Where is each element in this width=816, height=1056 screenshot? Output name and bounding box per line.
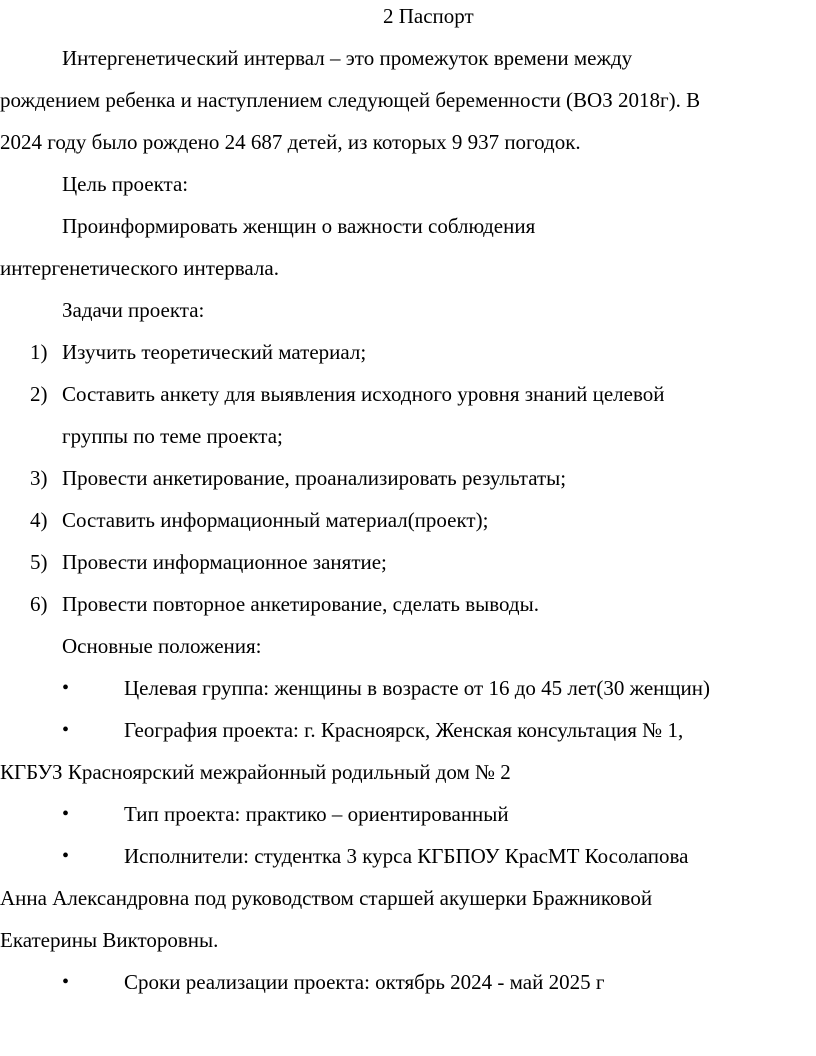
intro-line: рождением ребенка и наступлением следующей беременности (ВОЗ 2018г). В: [0, 88, 701, 112]
task-number: 2): [30, 382, 48, 406]
intro-line: 2024 году было рождено 24 687 детей, из которых 9 937 погодок.: [0, 130, 581, 154]
goal-text: интергенетического интервала.: [0, 256, 279, 280]
provision-item: Исполнители: студентка 3 курса КГБПОУ КрасМТ Косолапова: [124, 844, 689, 868]
provision-item-continuation: КГБУЗ Красноярский межрайонный родильный дом № 2: [0, 760, 511, 784]
provisions-label: Основные положения:: [62, 634, 262, 658]
page-heading: 2 Паспорт: [383, 4, 474, 28]
intro-line: Интергенетический интервал – это промежуток времени между: [62, 46, 633, 70]
task-number: 1): [30, 340, 48, 364]
bullet-marker: •: [62, 719, 70, 741]
provision-item: Целевая группа: женщины в возрасте от 16 до 45 лет(30 женщин): [124, 676, 711, 700]
task-item-continuation: группы по теме проекта;: [62, 424, 283, 448]
provision-item: Сроки реализации проекта: октябрь 2024 - май 2025 г: [124, 970, 605, 994]
task-item: Провести информационное занятие;: [62, 550, 387, 574]
task-item: Провести повторное анкетирование, сделать выводы.: [62, 592, 539, 616]
task-number: 4): [30, 508, 48, 532]
task-item: Изучить теоретический материал;: [62, 340, 367, 364]
task-number: 3): [30, 466, 48, 490]
tasks-label: Задачи проекта:: [62, 298, 205, 322]
provision-item: Тип проекта: практико – ориентированный: [124, 802, 509, 826]
bullet-marker: •: [62, 677, 70, 699]
goal-text: Проинформировать женщин о важности соблюдения: [62, 214, 536, 238]
task-item: Составить анкету для выявления исходного уровня знаний целевой: [62, 382, 665, 406]
task-number: 5): [30, 550, 48, 574]
provision-item: География проекта: г. Красноярск, Женская консультация № 1,: [124, 718, 684, 742]
provision-item-continuation: Екатерины Викторовны.: [0, 928, 219, 952]
bullet-marker: •: [62, 845, 70, 867]
bullet-marker: •: [62, 803, 70, 825]
provision-item-continuation: Анна Александровна под руководством старшей акушерки Бражниковой: [0, 886, 653, 910]
task-item: Провести анкетирование, проанализировать результаты;: [62, 466, 567, 490]
task-item: Составить информационный материал(проект);: [62, 508, 489, 532]
bullet-marker: •: [62, 971, 70, 993]
task-number: 6): [30, 592, 48, 616]
goal-label: Цель проекта:: [62, 172, 189, 196]
